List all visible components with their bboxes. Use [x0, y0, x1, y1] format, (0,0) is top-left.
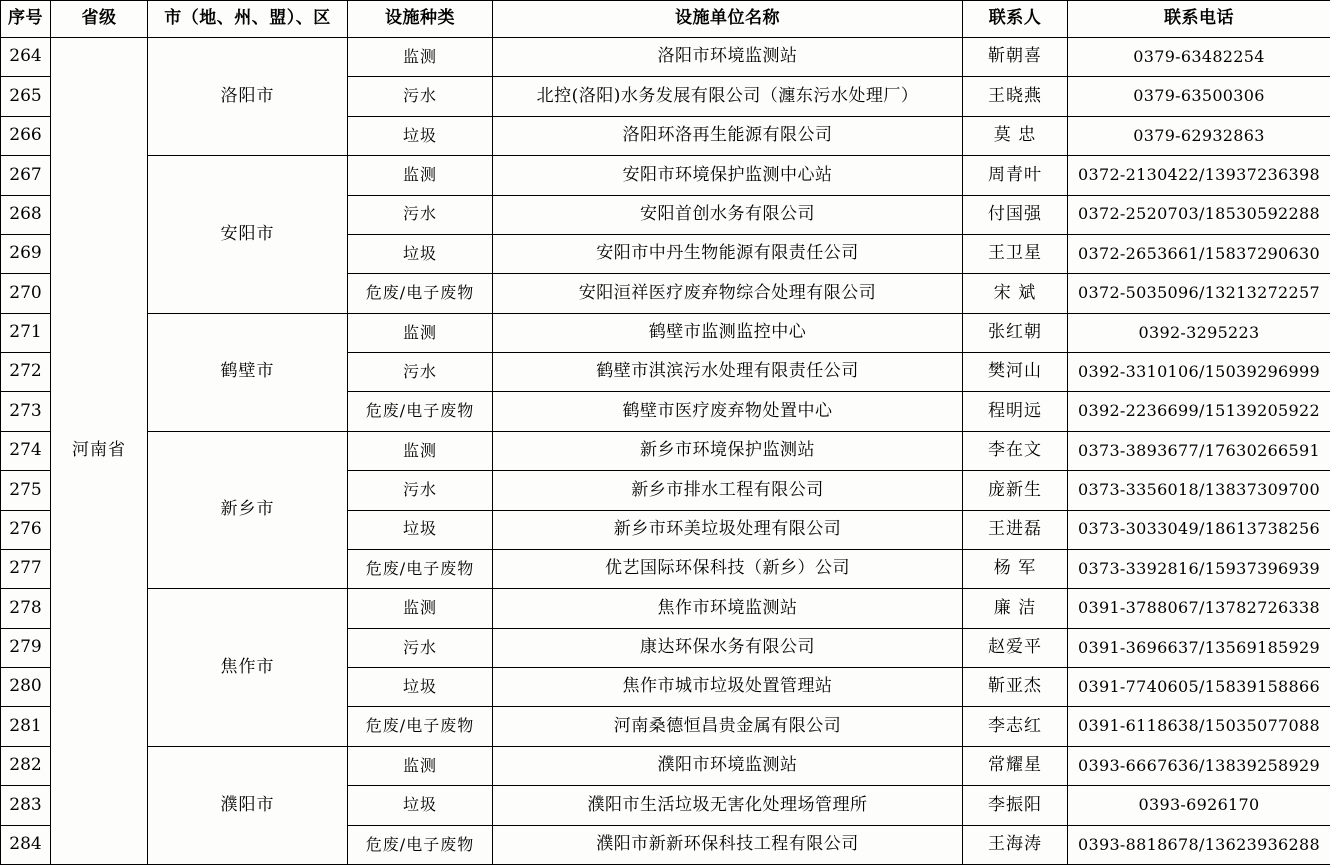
cell-contact-phone: 0393-6926170 — [1068, 786, 1330, 825]
cell-contact-person: 程明远 — [963, 392, 1068, 431]
cell-contact-phone: 0391-6118638/15035077088 — [1068, 707, 1330, 746]
cell-contact-person: 李志红 — [963, 707, 1068, 746]
cell-facility-type: 垃圾 — [348, 786, 493, 825]
cell-facility-name: 北控(洛阳)水务发展有限公司（瀍东污水处理厂） — [493, 77, 963, 116]
cell-city: 濮阳市 — [148, 746, 348, 864]
cell-facility-name: 鹤壁市淇滨污水处理有限责任公司 — [493, 353, 963, 392]
cell-seq: 272 — [1, 353, 51, 392]
cell-facility-type: 监测 — [348, 431, 493, 470]
cell-facility-type: 污水 — [348, 471, 493, 510]
cell-contact-phone: 0373-3033049/18613738256 — [1068, 510, 1330, 549]
cell-seq: 270 — [1, 274, 51, 313]
cell-city: 焦作市 — [148, 589, 348, 747]
column-header-contact-person: 联系人 — [963, 1, 1068, 38]
cell-facility-name: 濮阳市环境监测站 — [493, 746, 963, 785]
cell-contact-person: 付国强 — [963, 195, 1068, 234]
cell-facility-type: 监测 — [348, 589, 493, 628]
cell-seq: 277 — [1, 549, 51, 588]
cell-facility-name: 安阳洹祥医疗废弃物综合处理有限公司 — [493, 274, 963, 313]
cell-seq: 265 — [1, 77, 51, 116]
cell-contact-person: 庞新生 — [963, 471, 1068, 510]
cell-facility-type: 危废/电子废物 — [348, 825, 493, 865]
cell-contact-phone: 0393-8818678/13623936288 — [1068, 825, 1330, 865]
cell-facility-name: 濮阳市新新环保科技工程有限公司 — [493, 825, 963, 865]
cell-facility-name: 新乡市排水工程有限公司 — [493, 471, 963, 510]
cell-contact-person: 常耀星 — [963, 746, 1068, 785]
cell-facility-type: 危废/电子废物 — [348, 707, 493, 746]
cell-facility-name: 鹤壁市医疗废弃物处置中心 — [493, 392, 963, 431]
cell-facility-type: 垃圾 — [348, 234, 493, 273]
column-header-facility-name: 设施单位名称 — [493, 1, 963, 38]
cell-contact-phone: 0372-2653661/15837290630 — [1068, 234, 1330, 273]
cell-facility-type: 危废/电子废物 — [348, 392, 493, 431]
column-header-facility-type: 设施种类 — [348, 1, 493, 38]
cell-seq: 268 — [1, 195, 51, 234]
cell-contact-phone: 0372-2520703/18530592288 — [1068, 195, 1330, 234]
cell-contact-phone: 0391-7740605/15839158866 — [1068, 668, 1330, 707]
cell-contact-person: 廉 洁 — [963, 589, 1068, 628]
cell-facility-name: 焦作市环境监测站 — [493, 589, 963, 628]
cell-facility-name: 优艺国际环保科技（新乡）公司 — [493, 549, 963, 588]
table-row — [1, 38, 1330, 77]
cell-city: 安阳市 — [148, 156, 348, 314]
column-header-contact-phone: 联系电话 — [1068, 1, 1330, 38]
cell-facility-name: 洛阳市环境监测站 — [493, 38, 963, 77]
column-header-province: 省级 — [51, 1, 148, 38]
cell-facility-name: 洛阳环洛再生能源有限公司 — [493, 116, 963, 155]
cell-contact-person: 赵爱平 — [963, 628, 1068, 667]
cell-facility-type: 监测 — [348, 38, 493, 77]
cell-facility-type: 污水 — [348, 77, 493, 116]
cell-facility-name: 新乡市环境保护监测站 — [493, 431, 963, 470]
cell-contact-person: 樊河山 — [963, 353, 1068, 392]
cell-seq: 281 — [1, 707, 51, 746]
cell-contact-phone: 0392-3295223 — [1068, 313, 1330, 352]
cell-facility-name: 鹤壁市监测监控中心 — [493, 313, 963, 352]
cell-seq: 278 — [1, 589, 51, 628]
cell-city: 洛阳市 — [148, 38, 348, 156]
cell-contact-phone: 0372-5035096/13213272257 — [1068, 274, 1330, 313]
cell-contact-phone: 0392-2236699/15139205922 — [1068, 392, 1330, 431]
cell-facility-name: 安阳市中丹生物能源有限责任公司 — [493, 234, 963, 273]
cell-contact-person: 宋 斌 — [963, 274, 1068, 313]
cell-contact-phone: 0379-62932863 — [1068, 116, 1330, 155]
cell-facility-type: 危废/电子废物 — [348, 274, 493, 313]
cell-facility-name: 新乡市环美垃圾处理有限公司 — [493, 510, 963, 549]
cell-facility-type: 污水 — [348, 353, 493, 392]
cell-contact-person: 王晓燕 — [963, 77, 1068, 116]
cell-seq: 279 — [1, 628, 51, 667]
cell-facility-name: 河南桑德恒昌贵金属有限公司 — [493, 707, 963, 746]
cell-contact-person: 王卫星 — [963, 234, 1068, 273]
cell-seq: 267 — [1, 156, 51, 195]
cell-contact-phone: 0391-3788067/13782726338 — [1068, 589, 1330, 628]
cell-contact-phone: 0373-3893677/17630266591 — [1068, 431, 1330, 470]
cell-contact-person: 李振阳 — [963, 786, 1068, 825]
cell-contact-phone: 0392-3310106/15039296999 — [1068, 353, 1330, 392]
cell-facility-type: 监测 — [348, 746, 493, 785]
table-row — [1, 589, 1330, 628]
cell-seq: 284 — [1, 825, 51, 865]
cell-contact-phone: 0372-2130422/13937236398 — [1068, 156, 1330, 195]
table-row — [1, 746, 1330, 785]
table-row — [1, 431, 1330, 470]
cell-contact-person: 莫 忠 — [963, 116, 1068, 155]
column-header-city: 市（地、州、盟）、区 — [148, 1, 348, 38]
cell-facility-name: 濮阳市生活垃圾无害化处理场管理所 — [493, 786, 963, 825]
table-row — [1, 156, 1330, 195]
cell-seq: 264 — [1, 38, 51, 77]
table-row — [1, 313, 1330, 352]
cell-facility-name: 安阳首创水务有限公司 — [493, 195, 963, 234]
cell-city: 新乡市 — [148, 431, 348, 589]
cell-facility-name: 安阳市环境保护监测中心站 — [493, 156, 963, 195]
cell-contact-person: 王进磊 — [963, 510, 1068, 549]
cell-contact-phone: 0373-3392816/15937396939 — [1068, 549, 1330, 588]
cell-city: 鹤壁市 — [148, 313, 348, 431]
cell-contact-phone: 0393-6667636/13839258929 — [1068, 746, 1330, 785]
cell-facility-type: 污水 — [348, 195, 493, 234]
cell-contact-person: 周青叶 — [963, 156, 1068, 195]
cell-seq: 273 — [1, 392, 51, 431]
cell-seq: 275 — [1, 471, 51, 510]
cell-seq: 280 — [1, 668, 51, 707]
table-header-row — [1, 1, 1330, 38]
cell-contact-phone: 0373-3356018/13837309700 — [1068, 471, 1330, 510]
cell-contact-person: 杨 军 — [963, 549, 1068, 588]
cell-seq: 271 — [1, 313, 51, 352]
cell-contact-phone: 0379-63482254 — [1068, 38, 1330, 77]
cell-contact-phone: 0391-3696637/13569185929 — [1068, 628, 1330, 667]
cell-seq: 266 — [1, 116, 51, 155]
cell-contact-person: 张红朝 — [963, 313, 1068, 352]
cell-facility-type: 垃圾 — [348, 668, 493, 707]
cell-province: 河南省 — [51, 38, 148, 865]
cell-facility-type: 污水 — [348, 628, 493, 667]
cell-contact-phone: 0379-63500306 — [1068, 77, 1330, 116]
cell-seq: 274 — [1, 431, 51, 470]
cell-facility-type: 垃圾 — [348, 116, 493, 155]
cell-facility-type: 监测 — [348, 156, 493, 195]
cell-facility-name: 康达环保水务有限公司 — [493, 628, 963, 667]
cell-facility-type: 危废/电子废物 — [348, 549, 493, 588]
cell-contact-person: 靳亚杰 — [963, 668, 1068, 707]
cell-facility-type: 监测 — [348, 313, 493, 352]
table-body — [1, 38, 1330, 865]
cell-seq: 283 — [1, 786, 51, 825]
column-header-seq: 序号 — [1, 1, 51, 38]
cell-seq: 276 — [1, 510, 51, 549]
cell-seq: 282 — [1, 746, 51, 785]
cell-seq: 269 — [1, 234, 51, 273]
cell-facility-type: 垃圾 — [348, 510, 493, 549]
cell-facility-name: 焦作市城市垃圾处置管理站 — [493, 668, 963, 707]
cell-contact-person: 靳朝喜 — [963, 38, 1068, 77]
cell-contact-person: 王海涛 — [963, 825, 1068, 865]
cell-contact-person: 李在文 — [963, 431, 1068, 470]
table-header — [1, 1, 1330, 38]
